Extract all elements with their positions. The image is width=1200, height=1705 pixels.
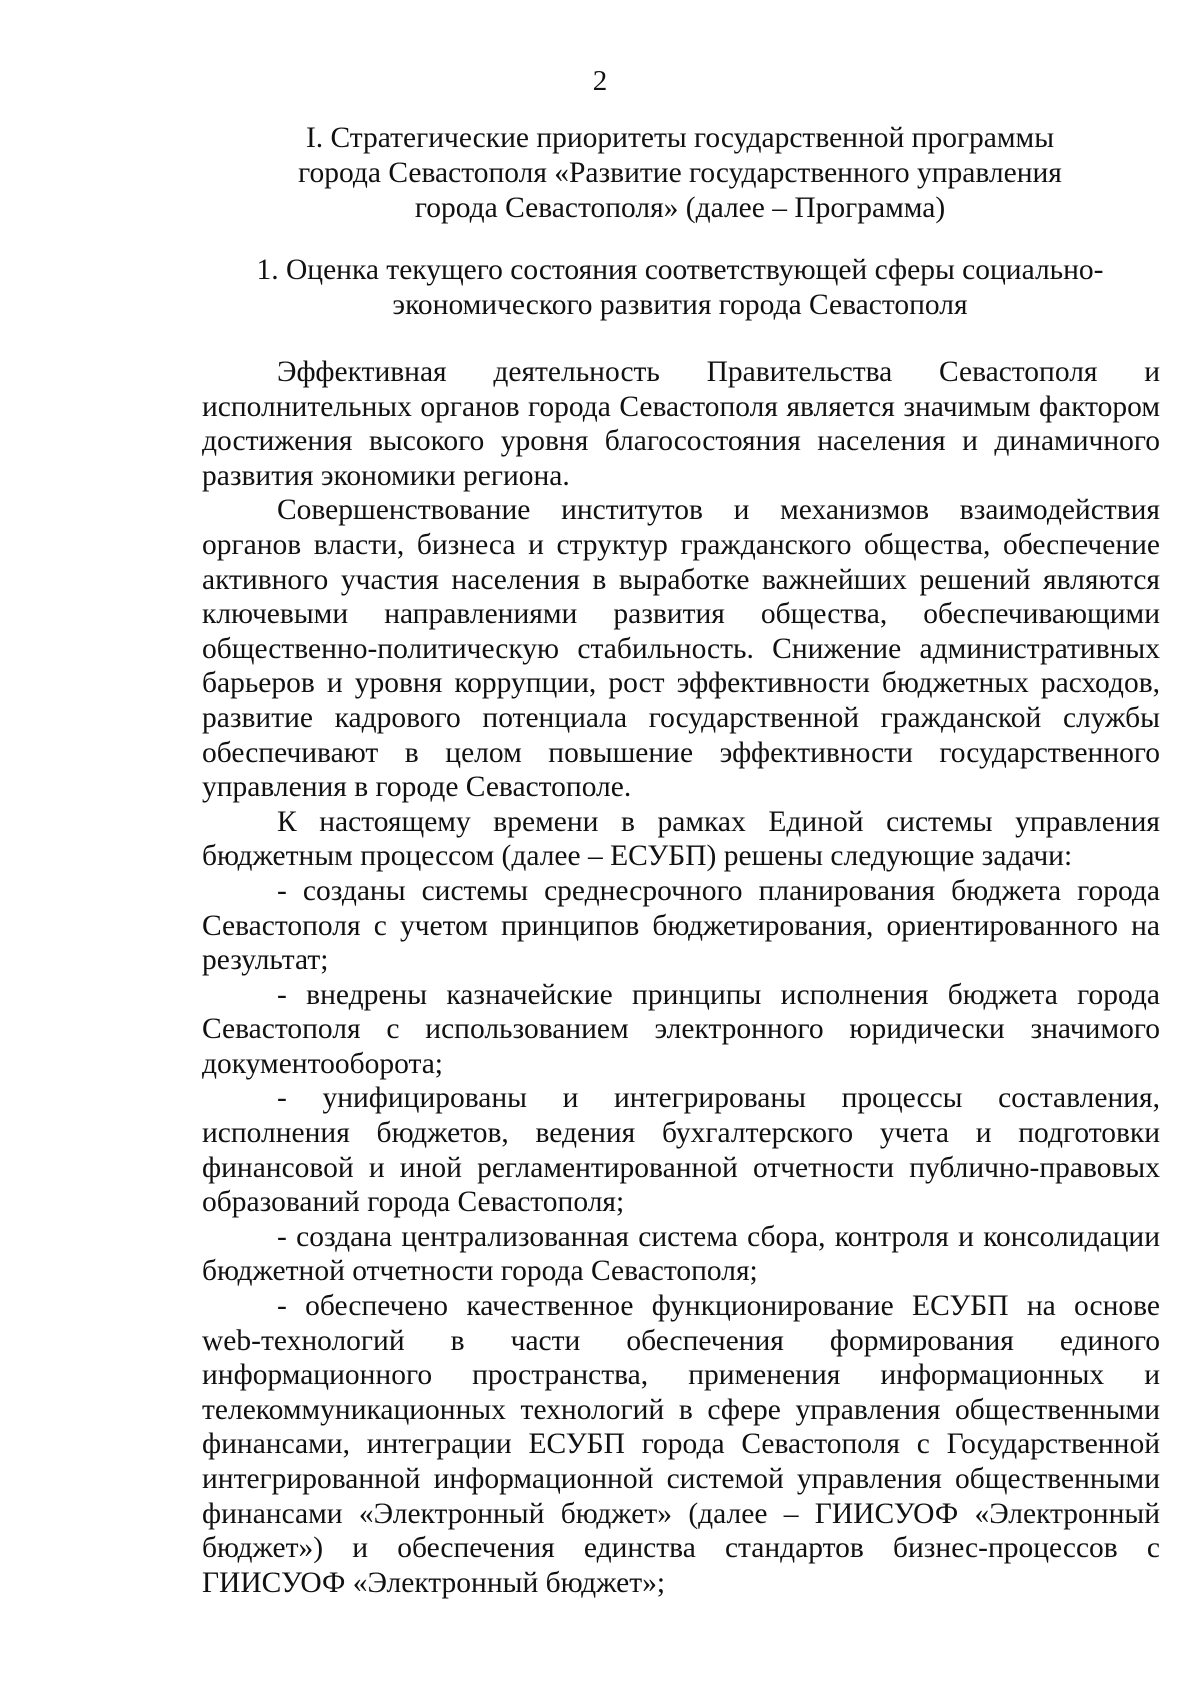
paragraph: Эффективная деятельность Правительства Севастополя и исполнительных органов города Севастополя является значимым фактором достижения высокого уровня благосостояния населения и динамичного развития экономики региона. bbox=[202, 356, 1160, 492]
body-text bbox=[202, 355, 1160, 1600]
subsection-title bbox=[200, 253, 1160, 323]
paragraph: Совершенствование институтов и механизмов взаимодействия органов власти, бизнеса и структур гражданского общества, обеспечение активного участия населения в выработке важнейших решений являются ключевыми направлениями развития общества, обеспечивающими общественно-политическую стабильность. Снижение административных барьеров и уровня коррупции, рост эффективности бюджетных расходов, развитие кадрового потенциала государственной гражданской службы обеспечивают в целом повышение эффективности государственного управления в городе Севастополе. bbox=[202, 494, 1160, 804]
subsection-title-line-1: 1. Оценка текущего состояния соответствующей сферы социально- bbox=[256, 254, 1104, 286]
list-item: - созданы системы среднесрочного планирования бюджета города Севастополя с учетом принципов бюджетирования, ориентированного на результат; bbox=[202, 874, 1160, 977]
section-title bbox=[200, 121, 1160, 226]
list-item: - внедрены казначейские принципы исполнения бюджета города Севастополя с использованием электронного юридически значимого документооборота; bbox=[202, 978, 1160, 1080]
section-title-line-1: I. Стратегические приоритеты государственной программы bbox=[305, 122, 1055, 154]
page-number: 2 bbox=[592, 65, 608, 97]
section-title-line-2: города Севастополя «Развитие государственного управления bbox=[298, 157, 1062, 189]
subsection-title-line-2: экономического развития города Севастополя bbox=[392, 289, 968, 321]
list-item: - обеспечено качественное функционирование ЕСУБП на основе web-технологий в части обеспечения формирования единого информационного пространства, применения информационных и телекоммуникационных технологий в сфере управления общественными финансами, интеграции ЕСУБП города Севастополя с Государственной интегрированной информационной системой управления общественными финансами «Электронный бюджет» (далее – ГИИСУОФ «Электронный бюджет») и обеспечения единства стандартов бизнес-процессов с ГИИСУОФ «Электронный бюджет»; bbox=[202, 1290, 1160, 1599]
paragraph: К настоящему времени в рамках Единой системы управления бюджетным процессом (далее – ЕСУБП) решены следующие задачи: bbox=[202, 805, 1160, 873]
section-title-line-3: города Севастополя» (далее – Программа) bbox=[414, 192, 946, 224]
list-item: - унифицированы и интегрированы процессы составления, исполнения бюджетов, ведения бухгалтерского учета и подготовки финансовой и иной регламентированной отчетности публично-правовых образований города Севастополя; bbox=[202, 1082, 1160, 1219]
list-item: - создана централизованная система сбора, контроля и консолидации бюджетной отчетности города Севастополя; bbox=[202, 1220, 1160, 1288]
